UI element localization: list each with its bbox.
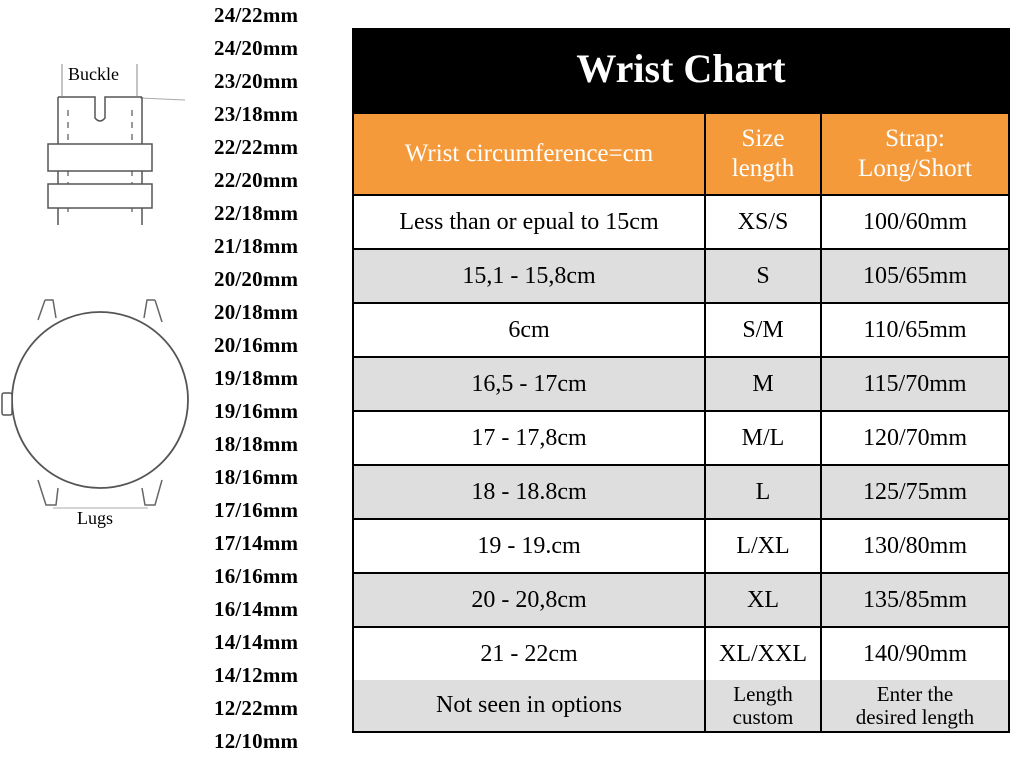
- cell-wrist: 15,1 - 15,8cm: [354, 250, 704, 302]
- header-strap-line2: Long/Short: [858, 155, 972, 182]
- size-list-item: 12/10mm: [214, 729, 299, 753]
- watch-strap-diagram: [0, 0, 200, 742]
- cell-size: L: [706, 466, 820, 518]
- table-row: [354, 466, 1008, 518]
- size-list-item: 20/20mm: [214, 267, 299, 291]
- wrist-chart-table: [352, 28, 1010, 733]
- cell-size-custom-line2: custom: [732, 704, 794, 729]
- cell-size-custom: [706, 680, 820, 731]
- size-list-item: 23/20mm: [214, 69, 299, 93]
- table-row: [354, 628, 1008, 680]
- size-list-item: 20/16mm: [214, 333, 299, 357]
- cell-strap: 110/65mm: [822, 304, 1008, 356]
- cell-wrist-custom: Not seen in options: [354, 680, 704, 731]
- cell-strap: 135/85mm: [822, 574, 1008, 626]
- cell-size: S/M: [706, 304, 820, 356]
- cell-strap-custom-line1: Enter the: [876, 681, 954, 706]
- table-row: [354, 304, 1008, 356]
- size-list-item: 17/16mm: [214, 498, 299, 522]
- cell-strap: 125/75mm: [822, 466, 1008, 518]
- size-list-item: 19/18mm: [214, 366, 299, 390]
- cell-strap: 100/60mm: [822, 196, 1008, 248]
- size-list-item: 22/18mm: [214, 201, 299, 225]
- size-list-item: 21/18mm: [214, 234, 299, 258]
- table-row: [354, 250, 1008, 302]
- buckle-and-lugs-drawing: [0, 0, 200, 742]
- cell-wrist: 18 - 18.8cm: [354, 466, 704, 518]
- chart-title: Wrist Chart: [354, 30, 1008, 112]
- cell-size: S: [706, 250, 820, 302]
- header-strap: [822, 114, 1008, 194]
- size-list-item: 24/22mm: [214, 3, 299, 27]
- size-list-item: 16/16mm: [214, 564, 299, 588]
- cell-wrist: Less than or epual to 15cm: [354, 196, 704, 248]
- header-strap-line1: Strap:: [885, 125, 945, 152]
- size-list-item: 24/20mm: [214, 36, 299, 60]
- buckle-label: Buckle: [68, 64, 119, 84]
- cell-size-custom-line1: Length: [733, 681, 793, 706]
- cell-wrist: 16,5 - 17cm: [354, 358, 704, 410]
- cell-size: M/L: [706, 412, 820, 464]
- size-list-item: 17/14mm: [214, 531, 299, 555]
- cell-strap-custom: [822, 680, 1008, 731]
- cell-strap: 105/65mm: [822, 250, 1008, 302]
- size-list-item: 23/18mm: [214, 102, 299, 126]
- lugs-label: Lugs: [77, 508, 113, 528]
- table-row: [354, 412, 1008, 464]
- size-list-item: 18/16mm: [214, 465, 299, 489]
- header-wrist-text: Wrist circumference=cm: [404, 140, 654, 167]
- cell-strap-custom-line2: desired length: [855, 704, 975, 729]
- cell-wrist: 20 - 20,8cm: [354, 574, 704, 626]
- table-row: [354, 520, 1008, 572]
- cell-size: L/XL: [706, 520, 820, 572]
- table-row: [354, 358, 1008, 410]
- cell-wrist: 6cm: [354, 304, 704, 356]
- cell-size: M: [706, 358, 820, 410]
- header-size-line1: Size: [741, 125, 785, 152]
- header-size: [706, 114, 820, 194]
- size-list-item: 19/16mm: [214, 399, 299, 423]
- table-row-custom: [354, 680, 1008, 732]
- table-row: [354, 574, 1008, 626]
- size-list-item: 14/12mm: [214, 663, 299, 687]
- cell-strap: 130/80mm: [822, 520, 1008, 572]
- header-wrist: [354, 114, 704, 194]
- size-list-item: 18/18mm: [214, 432, 299, 456]
- cell-wrist: 17 - 17,8cm: [354, 412, 704, 464]
- cell-wrist: 21 - 22cm: [354, 628, 704, 680]
- table-row: [354, 196, 1008, 248]
- cell-strap: 120/70mm: [822, 412, 1008, 464]
- header-size-line2: length: [731, 155, 795, 182]
- cell-wrist: 19 - 19.cm: [354, 520, 704, 572]
- size-list-item: 20/18mm: [214, 300, 299, 324]
- cell-size: XS/S: [706, 196, 820, 248]
- cell-strap: 140/90mm: [822, 628, 1008, 680]
- cell-strap: 115/70mm: [822, 358, 1008, 410]
- cell-size: XL: [706, 574, 820, 626]
- size-list-item: 14/14mm: [214, 630, 299, 654]
- cell-size: XL/XXL: [706, 628, 820, 680]
- size-list-item: 22/20mm: [214, 168, 299, 192]
- size-list-item: 16/14mm: [214, 597, 299, 621]
- size-list-item: 12/22mm: [214, 696, 299, 720]
- size-list-item: 22/22mm: [214, 135, 299, 159]
